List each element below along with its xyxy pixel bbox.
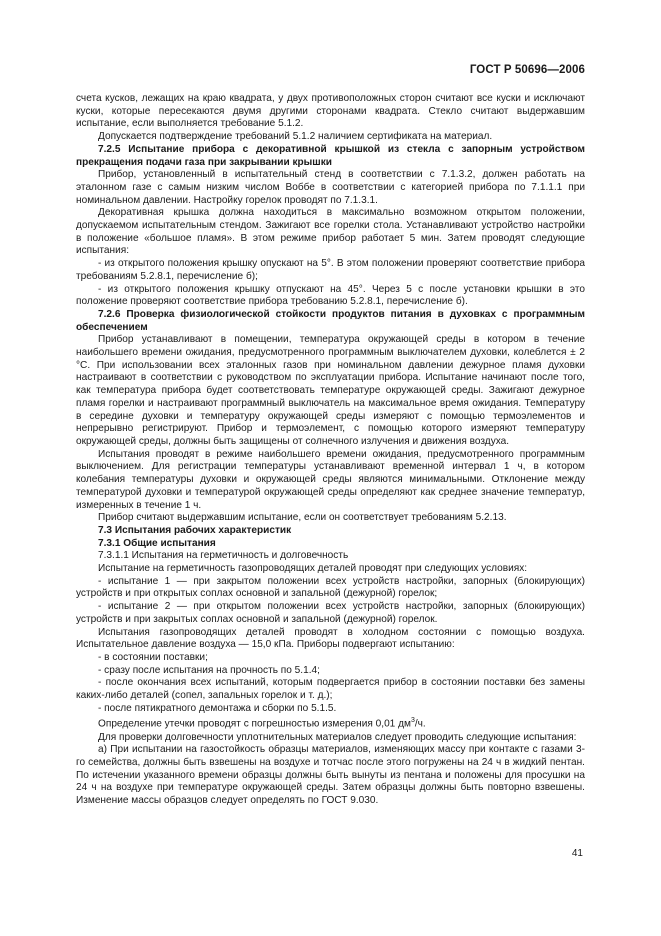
list-item: - после пятикратного демонтажа и сборки по 5.1.5. bbox=[98, 702, 337, 714]
leak-unit: /ч. bbox=[414, 718, 426, 730]
section-heading: 7.2.5 Испытание прибора с декоративной крышкой из стекла с запорным устройством прекращения подачи газа при закрывании крышки bbox=[76, 143, 585, 168]
page-number: 41 bbox=[571, 848, 583, 859]
paragraph: Допускается подтверждение требований 5.1.2 наличием сертификата на материал. bbox=[98, 131, 493, 143]
subsection-heading: 7.3.1.1 Испытания на герметичность и долговечность bbox=[98, 550, 349, 562]
paragraph: Прибор считают выдержавшим испытание, если он соответствует требованиям 5.2.13. bbox=[98, 512, 507, 524]
paragraph: Испытание на герметичность газопроводящих деталей проводят при следующих условиях: bbox=[98, 563, 528, 575]
list-item: - сразу после испытания на прочность по 5.1.4; bbox=[98, 664, 320, 676]
section-heading: 7.3.1 Общие испытания bbox=[98, 537, 216, 549]
superscript: 3 bbox=[410, 717, 415, 725]
section-heading: 7.2.6 Проверка физиологической стойкости продуктов питания в духовках с программным обеспечением bbox=[76, 308, 585, 333]
list-item: - в состоянии поставки; bbox=[98, 651, 208, 663]
paragraph: Для проверки долговечности уплотнительных материалов следует проводить следующие испытания: bbox=[98, 731, 577, 743]
paragraph: Испытания газопроводящих деталей проводят в холодном состоянии с помощью воздуха. Испытательное давление воздуха — 15,0 кПа. Приборы подвергают испытанию: bbox=[76, 626, 585, 651]
paragraph: счета кусков, лежащих на краю квадрата, у двух противоположных сторон считают все куски и исключают куски, которые пересекаются двумя другими сторонами квадрата. Стекло считают выдержавшим испытание, если выполняется требование 5.1.2. bbox=[76, 93, 585, 130]
paragraph: Прибор устанавливают в помещении, температура окружающей среды в котором в течение наибольшего времени ожидания, предусмотренного программным выключателем духовки, колеблется ± 2 °С. При использовании всех эталонных газов при номинальном давлении дежурное пламя духовки настраивают в соответствии с руководством по эксплуатации прибора. Испытание начинают после того, как температура прибора будет соответствовать температуре окружающей среды. Зажигают дежурное пламя горелки и настраивают программный выключатель на максимальное время ожидания. Температуру в середине духовки и температуру окружающей среды измеряют с помощью термоэлементов и непрерывно регистрируют. Прибор и термоэлемент, с помощью которого измеряют температуру окружающей среды, должны быть защищены от солнечного излучения и движения воздуха. bbox=[76, 334, 585, 447]
leak-text: Определение утечки проводят с погрешностью измерения 0,01 дм bbox=[98, 718, 411, 730]
paragraph: Прибор, установленный в испытательный стенд в соответствии с 7.1.3.2, должен работать на эталонном газе с самым низким числом Воббе в соответствии с категорией прибора по 7.1.1.1 при номинальном давлении. Настройку горелок проводят по 7.1.3.1. bbox=[76, 169, 585, 206]
paragraph: Декоративная крышка должна находиться в максимально возможном открытом положении, допускаемом испытательным стендом. Зажигают все горелки стола. Устанавливают устройство настройки в положение «большое пламя». В этом режиме прибор работает 5 мин. Затем проводят следующие испытания: bbox=[76, 207, 585, 257]
standard-header: ГОСТ Р 50696—2006 bbox=[469, 64, 585, 76]
list-item: - из открытого положения крышку отпускают на 45°. Через 5 с после установки крышки в это положение проверяют соответствие прибора требованию 5.2.8.1, перечисление б). bbox=[76, 283, 585, 308]
list-item: - после окончания всех испытаний, которым подвергается прибор в состоянии поставки без замены каких-либо деталей (сопел, запальных горелок и т. д.); bbox=[76, 677, 585, 702]
list-item: - испытание 2 — при открытом положении всех устройств настройки, запорных (блокирующих) устройств и при закрытых соплах основной и запальной (дежурной) горелок. bbox=[76, 601, 585, 625]
paragraph: а) При испытании на газостойкость образцы материалов, изменяющих массу при контакте с газами 3-го семейства, должны быть взвешены на воздухе и тотчас после этого погружены на 24 ч в жидкий пентан. По истечении указанного времени образцы должны быть вынуты из пентана и положены для просушки на 24 ч на воздухе при температуре окружающей среды. Затем образцы должны быть повторно взвешены. Изменение массы образцов следует определять по ГОСТ 9.030. bbox=[76, 744, 585, 807]
list-item: - из открытого положения крышку опускают на 5°. В этом положении проверяют соответствие прибора требованиям 5.2.8.1, перечисление б); bbox=[76, 258, 585, 282]
list-item: - испытание 1 — при закрытом положении всех устройств настройки, запорных (блокирующих) устройств и при открытых соплах основной и запальной (дежурной) горелок; bbox=[76, 575, 585, 600]
section-heading: 7.3 Испытания рабочих характеристик bbox=[98, 524, 292, 536]
paragraph: Испытания проводят в режиме наибольшего времени ожидания, предусмотренного программным выключением. Для регистрации температуры устанавливают временной интервал 1 ч, в котором колебания температуры духовки и окружающей среды являются минимальными. Отклонение между температурой духовки и температурой окружающей среды определяют как среднее значение температур, измеренных в течение 1 ч. bbox=[76, 448, 585, 511]
paragraph bbox=[76, 715, 585, 731]
page-body bbox=[76, 93, 585, 808]
